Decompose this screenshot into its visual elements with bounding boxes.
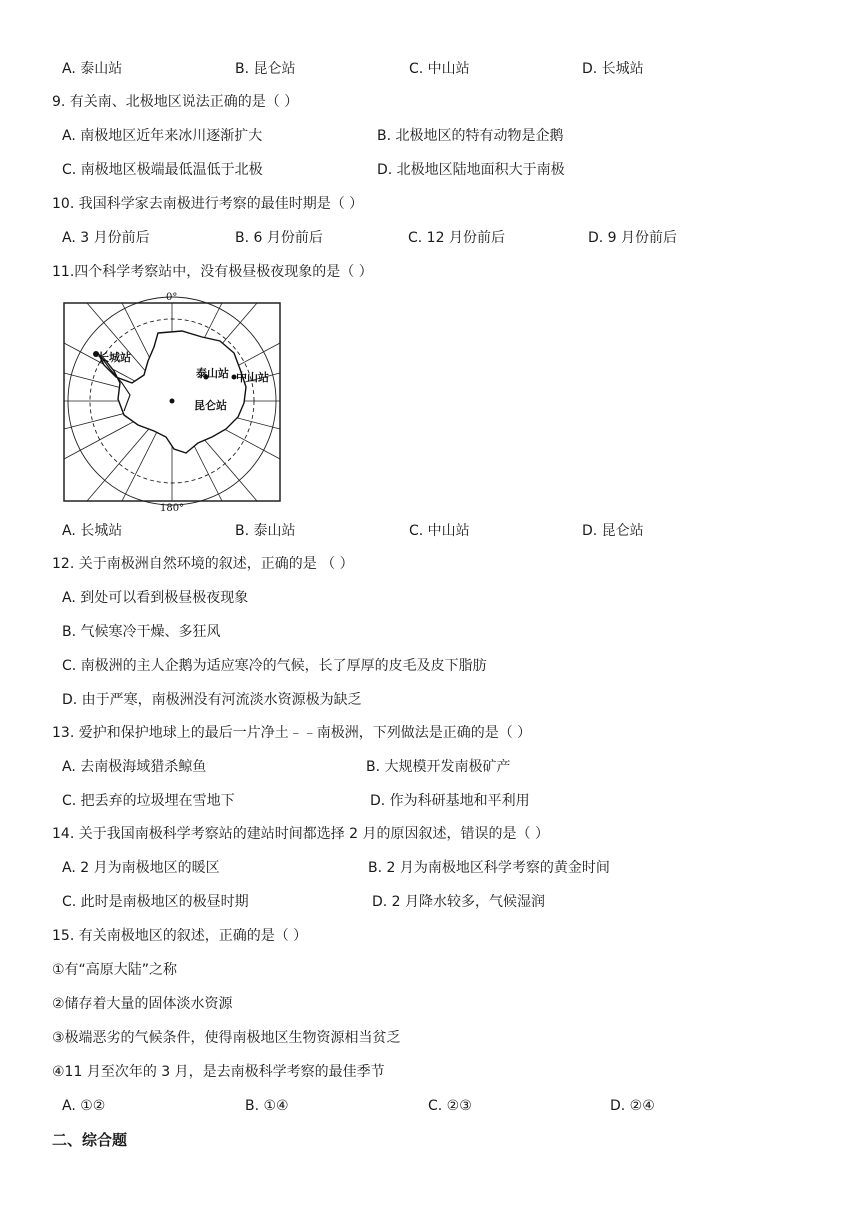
q15-option-d: D. ②④ (610, 1098, 655, 1114)
q13-option-c: C. 把丢弃的垃圾埋在雪地下 (62, 793, 235, 809)
q11-option-c: C. 中山站 (409, 523, 470, 539)
q9-stem: 9. 有关南、北极地区说法正确的是（ ） (52, 94, 299, 110)
q15-option-a: A. ①② (62, 1098, 106, 1114)
map-label-changcheng: 长城站 (98, 351, 131, 364)
map-label-bottom: 180° (160, 503, 185, 511)
q12-option-a: A. 到处可以看到极昼极夜现象 (62, 590, 249, 606)
q10-stem: 10. 我国科学家去南极进行考察的最佳时期是（ ） (52, 196, 364, 212)
q12-stem: 12. 关于南极洲自然环境的叙述，正确的是 （ ） (52, 556, 354, 572)
q14-option-a: A. 2 月为南极地区的暖区 (62, 860, 220, 876)
q15-option-c: C. ②③ (428, 1098, 472, 1114)
q8-option-d: D. 长城站 (582, 61, 644, 77)
q15-option-b: B. ①④ (245, 1098, 289, 1114)
q15-statement-1: ①有“高原大陆”之称 (52, 962, 178, 978)
q11-option-d: D. 昆仑站 (582, 523, 644, 539)
q10-option-a: A. 3 月份前后 (62, 230, 150, 246)
q15-statement-2: ②储存着大量的固体淡水资源 (52, 996, 233, 1012)
q10-option-b: B. 6 月份前后 (235, 230, 323, 246)
q14-stem: 14. 关于我国南极科学考察站的建站时间都选择 2 月的原因叙述，错误的是（ ） (52, 826, 549, 842)
q15-stem: 15. 有关南极地区的叙述，正确的是（ ） (52, 928, 308, 944)
q9-option-b: B. 北极地区的特有动物是企鹅 (377, 128, 564, 144)
q11-stem: 11.四个科学考察站中，没有极昼极夜现象的是（ ） (52, 264, 373, 280)
q13-option-a: A. 去南极海域猎杀鲸鱼 (62, 759, 207, 775)
map-label-kunlun: 昆仑站 (194, 399, 227, 412)
q9-option-c: C. 南极地区极端最低温低于北极 (62, 162, 263, 178)
q15-statement-4: ④11 月至次年的 3 月，是去南极科学考察的最佳季节 (52, 1064, 385, 1080)
q11-option-a: A. 长城站 (62, 523, 123, 539)
q11-option-b: B. 泰山站 (235, 523, 296, 539)
q15-statement-3: ③极端恶劣的气候条件，使得南极地区生物资源相当贫乏 (52, 1030, 401, 1046)
q12-option-b: B. 气候寒冷干燥、多狂风 (62, 624, 221, 640)
map-label-taishan: 泰山站 (196, 367, 229, 380)
q8-option-a: A. 泰山站 (62, 61, 123, 77)
q10-option-d: D. 9 月份前后 (588, 230, 678, 246)
q8-option-c: C. 中山站 (409, 61, 470, 77)
antarctica-map (62, 291, 282, 511)
section-title: 二、综合题 (52, 1131, 128, 1149)
q13-option-d: D. 作为科研基地和平利用 (370, 793, 530, 809)
q10-option-c: C. 12 月份前后 (408, 230, 505, 246)
kunlun-marker (170, 399, 175, 404)
q14-option-c: C. 此时是南极地区的极昼时期 (62, 894, 249, 910)
q14-option-b: B. 2 月为南极地区科学考察的黄金时间 (368, 860, 610, 876)
q13-option-b: B. 大规模开发南极矿产 (366, 759, 511, 775)
q9-option-d: D. 北极地区陆地面积大于南极 (377, 162, 565, 178)
q9-option-a: A. 南极地区近年来冰川逐渐扩大 (62, 128, 263, 144)
q12-option-d: D. 由于严寒，南极洲没有河流淡水资源极为缺乏 (62, 692, 362, 708)
q12-option-c: C. 南极洲的主人企鹅为适应寒冷的气候，长了厚厚的皮毛及皮下脂肪 (62, 658, 487, 674)
map-label-zhongshan: 中山站 (236, 371, 269, 384)
q8-option-b: B. 昆仑站 (235, 61, 296, 77)
map-label-top: 0° (166, 292, 178, 303)
q14-option-d: D. 2 月降水较多，气候湿润 (372, 894, 546, 910)
q13-stem: 13. 爱护和保护地球上的最后一片净土﹣﹣南极洲，下列做法是正确的是（ ） (52, 725, 532, 741)
